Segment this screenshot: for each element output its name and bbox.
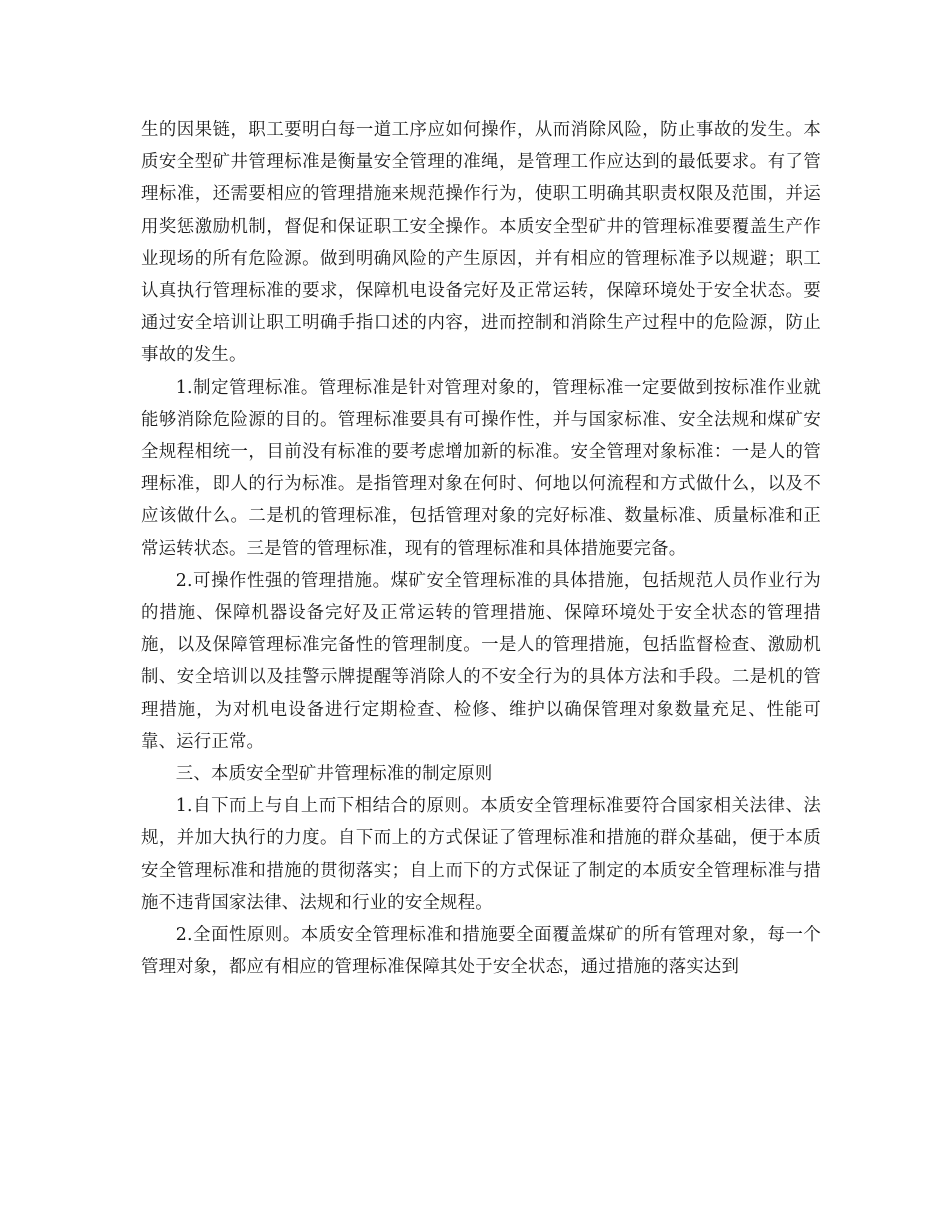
paragraph-3: 2.可操作性强的管理措施。煤矿安全管理标准的具体措施，包括规范人员作业行为的措施、保障机器设备完好及正常运转的管理措施、保障环境处于安全状态的管理措施，以及保障管理标准完备性的管理制度。一是人的管理措施，包括监督检查、激励机制、安全培训以及挂警示牌提醒等消除人的不安全行为的具体方法和手段。二是机的管理措施，为对机电设备进行定期检查、检修、维护以确保管理对象数量充足、性能可靠、运行正常。 bbox=[141, 570, 821, 752]
paragraph-4: 1.自下而上与自上而下相结合的原则。本质安全管理标准要符合国家相关法律、法规，并加大执行的力度。自下而上的方式保证了管理标准和措施的群众基础，便于本质安全管理标准和措施的贯彻落实；自上而下的方式保证了制定的本质安全管理标准与措施不违背国家法律、法规和行业的安全规程。 bbox=[141, 796, 821, 913]
document-body bbox=[141, 114, 821, 983]
paragraph-1: 生的因果链，职工要明白每一道工序应如何操作，从而消除风险，防止事故的发生。本质安全型矿井管理标准是衡量安全管理的准绳，是管理工作应达到的最低要求。有了管理标准，还需要相应的管理措施来规范操作行为，使职工明确其职责权限及范围，并运用奖惩激励机制，督促和保证职工安全操作。本质安全型矿井的管理标准要覆盖生产作业现场的所有危险源。做到明确风险的产生原因，并有相应的管理标准予以规避；职工认真执行管理标准的要求，保障机电设备完好及正常运转，保障环境处于安全状态。要通过安全培训让职工明确手指口述的内容，进而控制和消除生产过程中的危险源，防止事故的发生。 bbox=[141, 120, 821, 366]
section-heading: 三、本质安全型矿井管理标准的制定原则 bbox=[175, 764, 493, 785]
paragraph-2: 1.制定管理标准。管理标准是针对管理对象的，管理标准一定要做到按标准作业就能够消除危险源的目的。管理标准要具有可操作性，并与国家标准、安全法规和煤矿安全规程相统一，目前没有标准的要考虑增加新的标准。安全管理对象标准：一是人的管理标准，即人的行为标准。是指管理对象在何时、何地以何流程和方式做什么，以及不应该做什么。二是机的管理标准，包括管理对象的完好标准、数量标准、质量标准和正常运转状态。三是管的管理标准，现有的管理标准和具体措施要完备。 bbox=[141, 377, 821, 559]
paragraph-5: 2.全面性原则。本质安全管理标准和措施要全面覆盖煤矿的所有管理对象，每一个管理对象，都应有相应的管理标准保障其处于安全状态，通过措施的落实达到 bbox=[141, 925, 821, 978]
